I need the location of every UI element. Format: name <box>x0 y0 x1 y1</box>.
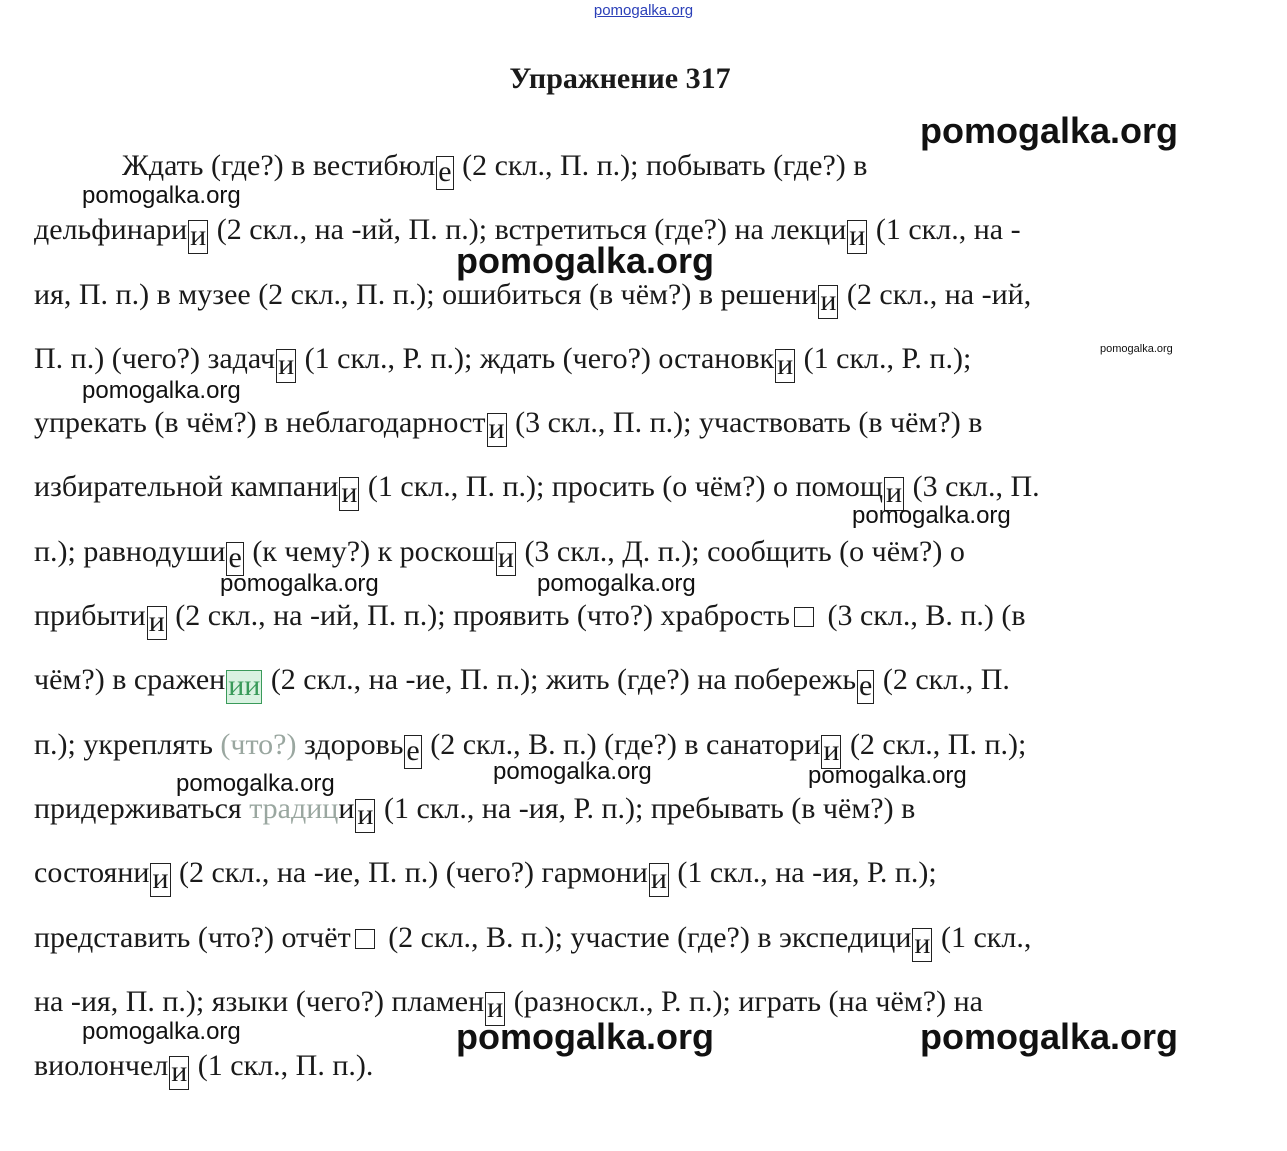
text-line <box>34 648 1214 712</box>
text-segment: представить (что?) отчёт <box>34 920 351 954</box>
ending-highlight-box: и <box>488 412 505 446</box>
text-segment: (3 скл., В. п.) (в <box>819 599 1026 633</box>
text-segment: п.); равнодуши <box>34 534 226 568</box>
ending-highlight-box: и <box>487 990 504 1024</box>
text-segment: (2 скл., П. п.); побывать (где?) в <box>454 149 868 182</box>
text-segment: (2 скл., В. п.) (где?) в санатори <box>422 727 821 761</box>
text-segment: здоровь <box>296 727 404 761</box>
ending-highlight-box: и <box>278 347 295 381</box>
ending-highlight-box: и <box>152 862 169 896</box>
text-segment: (2 скл., П. <box>875 663 1010 697</box>
text-line <box>34 455 1214 519</box>
text-segment: П. п.) (чего?) задач <box>34 341 276 375</box>
text-segment: (1 скл., на -ия, Р. п.); <box>669 856 937 890</box>
ending-highlight-box: и <box>171 1055 188 1089</box>
ending-highlight-box: и <box>777 347 794 381</box>
text-segment: упрекать (в чём?) в неблагодарност <box>34 406 486 440</box>
ending-highlight-box: е <box>438 155 452 188</box>
text-segment: (1 скл., Р. п.); <box>796 341 972 375</box>
watermark: pomogalka.org <box>82 182 241 209</box>
text-segment: (1 скл., П. п.); просить (о чём?) о помощ <box>360 470 884 504</box>
watermark: pomogalka.org <box>82 377 241 404</box>
text-segment: придерживаться <box>34 791 250 825</box>
watermark: pomogalka.org <box>920 110 1179 151</box>
text-segment: Ждать (где?) в вестибюл <box>122 149 436 182</box>
text-segment: (2 скл., на -ие, П. п.); жить (где?) на побережь <box>263 663 857 697</box>
text-segment: прибыти <box>34 599 146 633</box>
ending-highlight-box: е <box>406 733 420 767</box>
ending-highlight-box: и <box>190 219 207 253</box>
text-segment: виолончел <box>34 1049 169 1083</box>
watermark: pomogalka.org <box>456 240 715 281</box>
text-segment: ия, П. п.) в музее (2 скл., П. п.); ошибиться (в чём?) в решени <box>34 277 818 311</box>
text-segment: (2 скл., на -ие, П. п.) (чего?) гармони <box>171 856 648 890</box>
watermark: pomogalka.org <box>852 502 1011 529</box>
watermark: pomogalka.org <box>808 762 967 789</box>
text-line <box>34 906 1214 970</box>
ending-highlight-box: и <box>341 476 358 510</box>
text-segment: (3 скл., Д. п.); сообщить (о чём?) о <box>516 534 965 568</box>
ending-highlight-box-green: ии <box>228 669 261 703</box>
text-segment: (2 скл., В. п.); участие (где?) в экспедици <box>380 920 912 954</box>
text-segment: избирательной кампани <box>34 470 339 504</box>
text-segment: (2 скл., на -ий, П. п.); проявить (что?) храбрость <box>167 599 790 633</box>
ending-highlight-box: и <box>820 283 837 317</box>
text-segment: (2 скл., на -ий, П. п.); встретиться (где?) на лекци <box>209 213 847 247</box>
text-segment: (1 скл., на -ия, Р. п.); пребывать (в чём?) в <box>376 791 916 825</box>
text-segment: дельфинари <box>34 213 188 247</box>
text-segment: п.); укреплять <box>34 727 221 761</box>
watermark: pomogalka.org <box>456 1016 715 1057</box>
text-segment: (к чему?) к роскош <box>244 534 495 568</box>
ending-highlight-box: и <box>357 797 374 831</box>
ending-highlight-box: и <box>148 605 165 639</box>
watermark: pomogalka.org <box>493 758 652 785</box>
watermark: pomogalka.org <box>1100 343 1173 355</box>
text-segment: (разноскл., Р. п.); играть (на чём?) на <box>506 984 983 1018</box>
text-segment: (1 скл., на - <box>868 213 1021 247</box>
ending-highlight-box: е <box>859 669 873 703</box>
watermark: pomogalka.org <box>220 570 379 597</box>
watermark: pomogalka.org <box>537 570 696 597</box>
watermark-top-link[interactable]: pomogalka.org <box>593 2 694 19</box>
ending-highlight-box: и <box>823 733 840 767</box>
text-segment: (2 скл., П. п.); <box>842 727 1027 761</box>
ending-highlight-box: и <box>886 476 903 510</box>
text-segment: (1 скл., <box>933 920 1032 954</box>
ending-highlight-box: и <box>650 862 667 896</box>
text-segment: (1 скл., П. п.). <box>190 1049 374 1083</box>
watermark: pomogalka.org <box>82 1018 241 1045</box>
text-segment: (2 скл., на -ий, <box>839 277 1032 311</box>
text-segment: (1 скл., Р. п.); ждать (чего?) остановк <box>297 341 775 375</box>
faded-text-segment: традиц <box>249 791 339 825</box>
ending-highlight-box: е <box>228 540 242 574</box>
page-title: Упражнение 317 <box>509 62 731 95</box>
watermark: pomogalka.org <box>176 770 335 797</box>
text-segment: состояни <box>34 856 150 890</box>
zero-ending-box <box>794 607 814 627</box>
text-segment: и <box>338 791 355 825</box>
text-segment: чём?) в сражен <box>34 663 226 697</box>
faded-text-segment: (что?) <box>220 727 297 761</box>
watermark: pomogalka.org <box>920 1016 1179 1057</box>
text-line <box>34 841 1214 905</box>
zero-ending-box <box>355 929 375 949</box>
text-segment: на -ия, П. п.); языки (чего?) пламен <box>34 984 485 1018</box>
text-segment: (3 скл., П. <box>905 470 1040 504</box>
ending-highlight-box: и <box>914 926 931 960</box>
ending-highlight-box: и <box>497 540 514 574</box>
ending-highlight-box: и <box>849 219 866 253</box>
text-segment: (3 скл., П. п.); участвовать (в чём?) в <box>507 406 983 440</box>
